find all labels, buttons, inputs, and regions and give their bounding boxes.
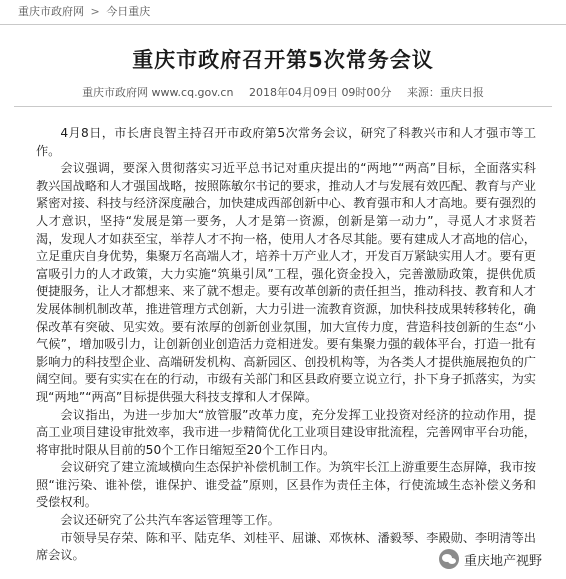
breadcrumb-separator: > — [90, 5, 100, 18]
top-breadcrumb-bar — [0, 0, 566, 25]
breadcrumb-site-link[interactable]: 重庆市政府网 — [18, 5, 84, 18]
breadcrumb-section-link[interactable]: 今日重庆 — [106, 5, 151, 18]
article-origin: 来源：重庆日报 — [406, 86, 484, 99]
article-paragraph: 会议强调，要深入贯彻落实习近平总书记对重庆提出的“两地”“两高”目标，全面落实科教兴国战略和人才强国战略，按照陈敏尔书记的要求，推动人才与发展有效匹配、教育与产业紧密对接、科技与经济深度融合，加快建成西部创新中心、教育强市和人才高地。要有强烈的人才意识，坚持“发展是第一要务，人才是第一资源，创新是第一动力”，寻觅人才求贤若渴，发现人才如获至宝，举荐人才不拘一格，使用人才各尽其能。要有建成人才高地的信心，立足重庆自身优势，集聚万名高端人才，培养十万产业人才，开发百万紧缺实用人才。要有更富吸引力的人才政策，大力实施“筑巢引凤”工程，强化资金投入，完善激励政策，提供优质便捷服务，让人才都想来、来了就不想走。要有改革创新的责任担当，推动科技、教育和人才发展体制机制改革，推进管理方式创新，大力引进一流教育资源，加快科技成果转移转化，确保改革有突破、见实效。要有浓厚的创新创业氛围，加大宣传力度，营造科技创新的生态“小气候”，增加吸引力，让创新创业创造活力竞相迸发。要有集聚力强的载体平台，打造一批有影响力的科技型企业、高端研发机构、高新园区、创投机构等，为各类人才提供施展抱负的广阔空间。要有实实在在的行动，市级有关部门和区县政府要立说立行，扑下身子抓落实，为实现“两地”“两高”目标提供强大科技支撑和人才保障。 — [36, 161, 536, 404]
article-paragraph: 4月8日，市长唐良智主持召开市政府第5次常务会议，研究了科教兴市和人才强市等工作。 — [36, 126, 536, 158]
article-paragraph: 会议指出，为进一步加大“放管服”改革力度，充分发挥工业投资对经济的拉动作用，提高工业项目建设审批效率，我市进一步精简优化工业项目建设审批流程，完善网审平台功能，将审批时限从目前的50个工作日缩短至20个工作日内。 — [36, 407, 536, 457]
breadcrumb — [18, 0, 150, 24]
article-paragraph: 会议研究了建立流域横向生态保护补偿机制工作。为筑牢长江上游重要生态屏障，我市按照“谁污染、谁补偿，谁保护、谁受益”原则，区县作为责任主体，行使流域生态补偿义务和受偿权利。 — [36, 460, 536, 510]
article-paragraph: 会议还研究了公共汽车客运管理等工作。 — [60, 513, 280, 528]
article-paragraph: 市领导吴存荣、陈和平、陆克华、刘桂平、屈谦、邓恢林、潘毅琴、李殿勋、李明清等出席会议。 — [36, 530, 536, 563]
title-divider — [14, 106, 552, 107]
wechat-watermark — [437, 548, 546, 570]
article-source-site: 重庆市政府网 www.cq.gov.cn — [82, 86, 234, 99]
article-meta — [0, 84, 566, 100]
article-body — [36, 125, 536, 565]
article-date: 2018年04月09日 09时00分 — [248, 86, 392, 99]
wechat-icon — [439, 549, 459, 569]
article-title: 重庆市政府召开第5次常务会议 — [132, 48, 434, 72]
watermark-label: 重庆地产视野 — [463, 553, 542, 569]
